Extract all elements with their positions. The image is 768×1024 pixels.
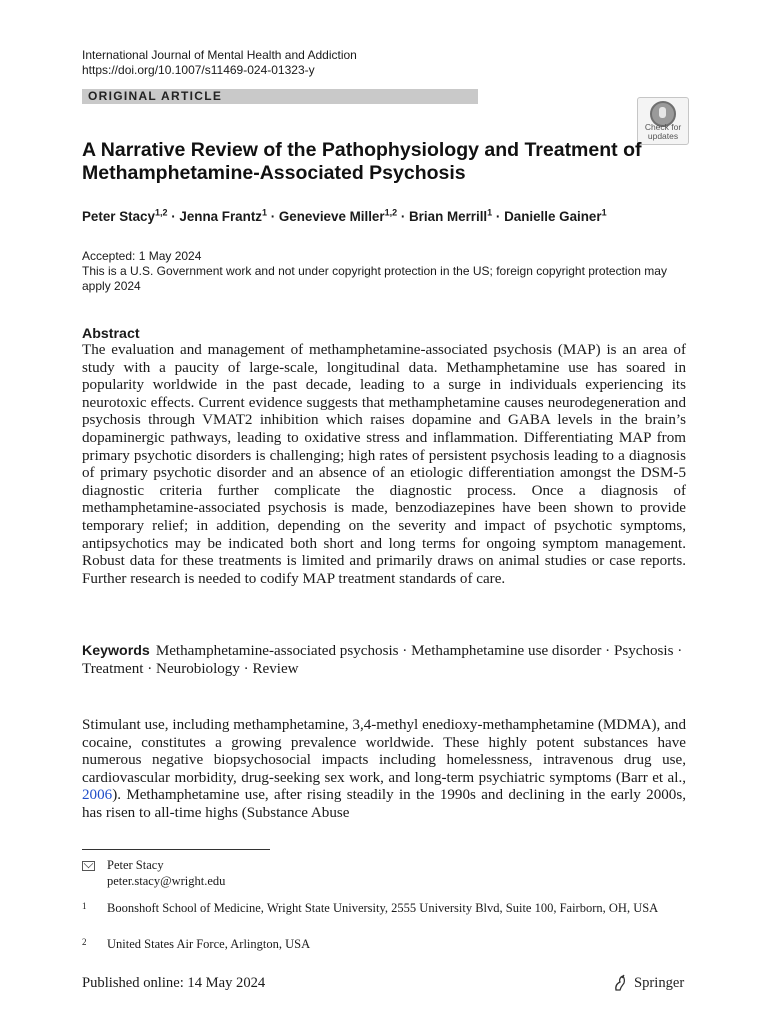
keywords-list: Methamphetamine-associated psychosis · Methamphetamine use disorder · Psychosis · Treatment · Neurobiology · Review [82,643,683,677]
keywords [82,643,686,678]
author-name[interactable]: Peter Stacy [82,209,155,224]
section-label-bar [82,89,478,104]
author-name[interactable]: Jenna Frantz [179,209,262,224]
author-affiliation: 1 [601,207,607,218]
body-text-part: Stimulant use, including methamphetamine, 3,4-methyl enedioxy-methamphetamine (MDMA), and cocaine, constitutes a growing prevalence worldwide. These highly potent substances have numerous negative biopsychosocial impacts including homelessness, intravenous drug use, cardiovascular morbidity, drug-seeking sex work, and long-term psychiatric symptoms (Barr et al., [82,717,686,786]
publisher-name: Springer [634,975,685,991]
section-label: ORIGINAL ARTICLE [88,89,223,103]
doi-link[interactable]: https://doi.org/10.1007/s11469-024-01323-y [82,63,315,77]
journal-header [82,48,357,78]
abstract-heading: Abstract [82,326,140,342]
author-affiliation: 1,2 [384,207,398,218]
copyright-notice: This is a U.S. Government work and not under copyright protection in the US; foreign copyright protection may apply 2024 [82,264,667,293]
abstract-text: The evaluation and management of methamphetamine-associated psychosis (MAP) is an area of study with a paucity of large-scale, longitudinal data. Methamphetamine use has soared in popularity worldwide in the past decade, leading to a surge in individuals experiencing its neurotoxic effects. Current evidence suggests that methamphetamine causes neurodegeneration and psychosis through VMAT2 inhibition which raises dopamine and GABA levels in the brain’s dopaminergic pathways, leading to oxidative stress and inflammation. Differentiating MAP from primary psychotic disorders is challenging; high rates of persistent psychosis leading to a diagnosis of primary psychotic disorder and an absence of an etiologic differentiation amongst the DSM-5 diagnostic criteria further complicate the diagnostic process. Once a diagnosis of methamphetamine-associated psychosis is made, benzodiazepines have been shown to provide temporary relief; in addition, depending on the severity and impact of psychotic symptoms, antipsychotics may be indicated both short and long terms for ongoing symptom management. Robust data for these treatments is limited and primarily draws on animal studies or case reports. Further research is needed to codify MAP treatment standards of care. [82,342,686,587]
contact-name: Peter Stacy [107,858,164,872]
springer-horse-icon [612,974,630,992]
accepted-date: Accepted: 1 May 2024 [82,249,202,263]
author-affiliation: 1,2 [154,207,168,218]
article-title: A Narrative Review of the Pathophysiology and Treatment of Methamphetamine-Associated Psychosis [82,139,642,184]
author-separator: · [266,209,279,224]
author-affiliation: 1 [261,207,267,218]
author-name[interactable]: Genevieve Miller [278,209,385,224]
body-paragraph [82,717,686,823]
footnote-divider [82,849,270,850]
affiliation-text: United States Air Force, Arlington, USA [107,937,311,951]
affiliation-number: 1 [82,901,87,911]
author-name[interactable]: Brian Merrill [409,209,488,224]
published-date: Published online: 14 May 2024 [82,975,266,991]
check-for-updates-badge[interactable] [637,97,689,145]
check-for-updates-text: Check for updates [644,122,682,141]
author-separator: · [167,209,180,224]
contact-email[interactable]: peter.stacy@wright.edu [107,874,226,888]
article-dates [82,249,682,294]
author-name[interactable]: Danielle Gainer [504,209,602,224]
envelope-icon [82,861,95,871]
journal-name: International Journal of Mental Health and Addiction [82,48,357,62]
affiliation-text: Boonshoft School of Medicine, Wright State University, 2555 University Blvd, Suite 100, Fairborn, OH, USA [107,901,659,915]
author-affiliation: 1 [487,207,493,218]
author-list [82,208,607,226]
body-text-part: ). Methamphetamine use, after rising steadily in the 1990s and declining in the early 2000s, has risen to all-time highs (Substance Abuse [82,787,686,821]
author-separator: · [492,209,505,224]
author-separator: · [397,209,410,224]
citation-link[interactable]: 2006 [82,787,113,804]
affiliation-number: 2 [82,937,87,947]
keywords-label: Keywords [82,643,150,659]
